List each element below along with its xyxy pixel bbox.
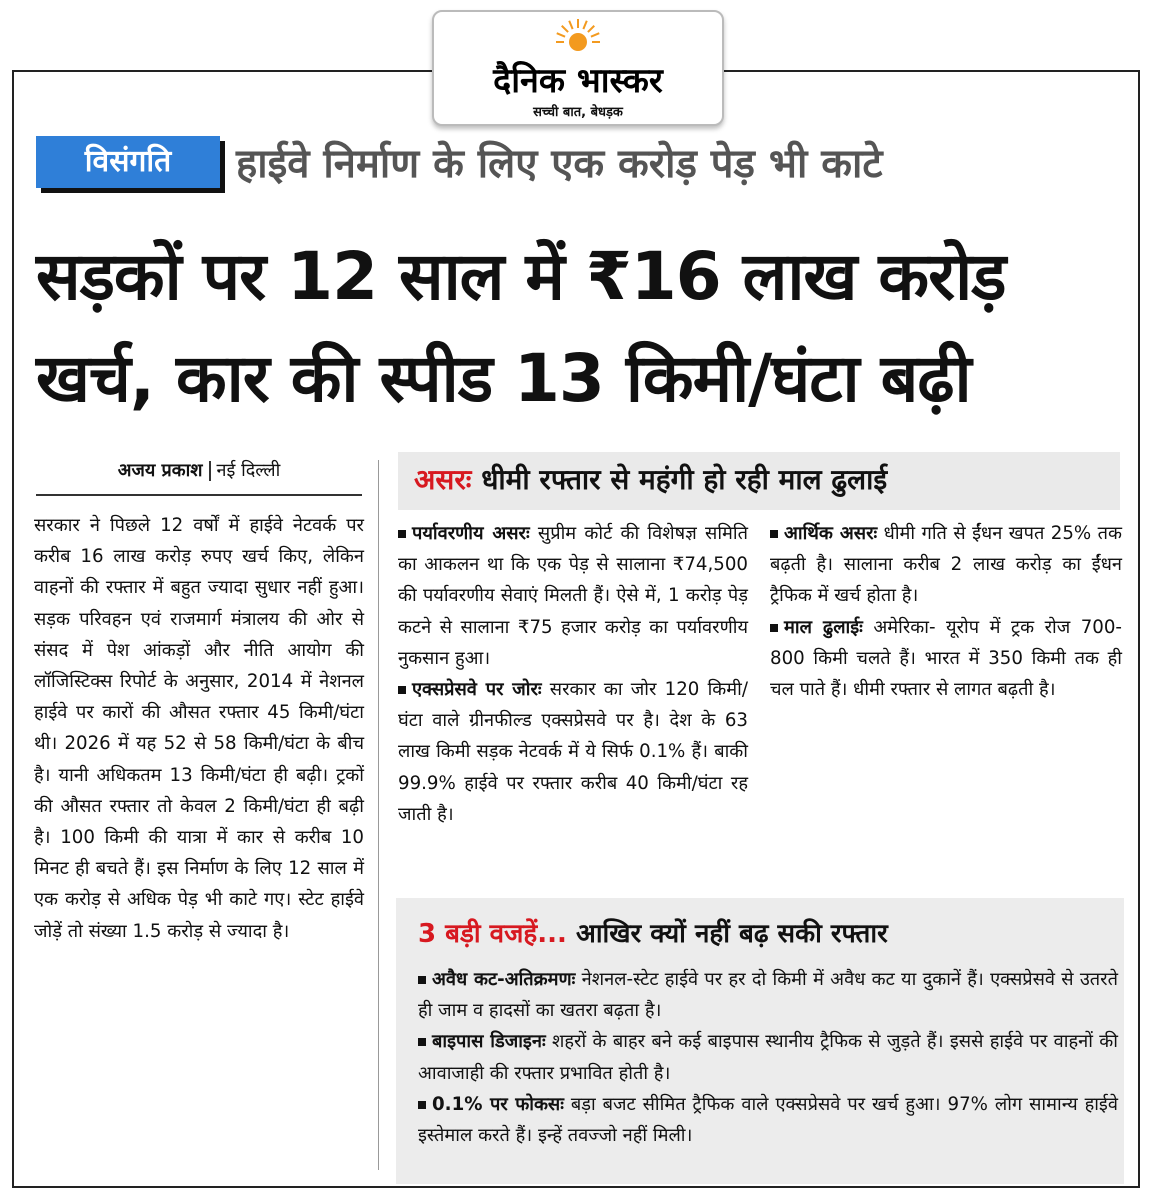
kicker-text: हाईवे निर्माण के लिए एक करोड़ पेड़ भी काटे [236, 141, 883, 187]
byline-author: अजय प्रकाश [117, 460, 203, 481]
impact-point: पर्यावरणीय असरः सुप्रीम कोर्ट की विशेषज्ञ समिति का आकलन था कि एक पेड़ से सालाना ₹74,500 की पर्यावरणीय सेवाएं मिलती हैं। ऐसे में, 1 करोड़ पेड़ कटने से सालाना ₹75 हजार करोड़ का पर्यावरणीय नुकसान हुआ। [398, 523, 748, 669]
bullet-icon [398, 530, 406, 538]
bullet-icon [418, 1038, 426, 1046]
bullet-icon [418, 976, 426, 984]
main-story-body: सरकार ने पिछले 12 वर्षों में हाईवे नेटवर्क पर करीब 16 लाख करोड़ रुपए खर्च किए, लेकिन वाहनों की रफ्तार में बहुत ज्यादा सुधार नहीं हुआ। सड़क परिवहन एवं राजमार्ग मंत्रालय की ओर से संसद में पेश आंकड़ों और नीति आयोग की लॉजिस्टिक्स रिपोर्ट के अनुसार, 2014 में नेशनल हाईवे पर कारों की औसत रफ्तार 45 किमी/घंटा थी। 2026 में यह 52 से 58 किमी/घंटा के बीच है। यानी अधिकतम 13 किमी/घंटा ही बढ़ी। ट्रकों की औसत रफ्तार तो केवल 2 किमी/घंटा ही बढ़ी है। 100 किमी की यात्रा में कार से करीब 10 मिनट ही बचते हैं। इस निर्माण के लिए 12 साल में एक करोड़ से अधिक पेड़ भी काटे गए। स्टेट हाईवे जोड़ें तो संख्या 1.5 करोड़ से ज्यादा है। [34, 515, 364, 942]
reason-item: बाइपास डिजाइनः शहरों के बाहर बने कई बाइपास स्थानीय ट्रैफिक से जुड़ते हैं। इससे हाईवे पर वाहनों की आवाजाही की रफ्तार प्रभावित होती है। [418, 1031, 1118, 1084]
impact-point: आर्थिक असरः धीमी गति से ईंधन खपत 25% तक बढ़ती है। सालाना करीब 2 लाख करोड़ का ईंधन ट्रैफिक में खर्च होता है। [770, 523, 1122, 607]
impact-column-1 [398, 518, 748, 830]
reason-item: अवैध कट-अतिक्रमणः नेशनल-स्टेट हाईवे पर हर दो किमी में अवैध कट या दुकानें हैं। एक्सप्रेसवे से उतरते ही जाम व हादसों का खतरा बढ़ता है। [418, 969, 1118, 1022]
bullet-icon [398, 686, 406, 694]
impact-point: एक्सप्रेसवे पर जोरः सरकार का जोर 120 किमी/घंटा वाले ग्रीनफील्ड एक्सप्रेसवे पर है। देश के 63 लाख किमी सड़क नेटवर्क में ये सिर्फ 0.1% हैं। बाकी 99.9% हाईवे पर रफ्तार करीब 40 किमी/घंटा रह जाती है। [398, 679, 748, 825]
bullet-icon [770, 624, 778, 632]
bullet-icon [418, 1101, 426, 1109]
sun-logo-icon [556, 18, 600, 62]
reason-item: 0.1% पर फोकसः बड़ा बजट सीमित ट्रैफिक वाले एक्सप्रेसवे पर खर्च हुआ। 97% लोग सामान्य हाईवे इस्तेमाल करते हैं। इन्हें तवज्जो नहीं मिली। [418, 1093, 1118, 1147]
headline-line-2: खर्च, कार की स्पीड 13 किमी/घंटा बढ़ी [36, 340, 971, 417]
byline [36, 454, 362, 496]
reasons-lead: 3 बड़ी वजहें... [418, 919, 567, 949]
impact-point: माल ढुलाईः अमेरिका- यूरोप में ट्रक रोज 700-800 किमी चलते हैं। भारत में 350 किमी तक ही चल पाते हैं। धीमी रफ्तार से लागत बढ़ती है। [770, 616, 1122, 701]
brand-tagline: सच्ची बात, बेधड़क [533, 105, 623, 120]
byline-separator [209, 461, 211, 481]
brand-name: दैनिक भास्कर [493, 61, 663, 101]
reasons-body [418, 964, 1118, 1151]
impact-header [398, 452, 1120, 510]
reasons-heading [418, 916, 888, 952]
impact-title: धीमी रफ्तार से महंगी हो रही माल ढुलाई [481, 463, 888, 496]
bullet-icon [770, 530, 778, 538]
reasons-box [396, 898, 1124, 1184]
impact-column-2 [770, 518, 1122, 705]
headline-line-1: सड़कों पर 12 साल में ₹16 लाख करोड़ [36, 238, 1006, 315]
column-divider [378, 460, 379, 1170]
impact-label: असरः [414, 463, 472, 496]
headline [36, 226, 1126, 430]
byline-city: नई दिल्ली [216, 460, 281, 481]
masthead [432, 10, 724, 126]
reasons-title: आखिर क्यों नहीं बढ़ सकी रफ्तार [575, 919, 888, 949]
kicker-badge: विसंगति [36, 136, 220, 188]
